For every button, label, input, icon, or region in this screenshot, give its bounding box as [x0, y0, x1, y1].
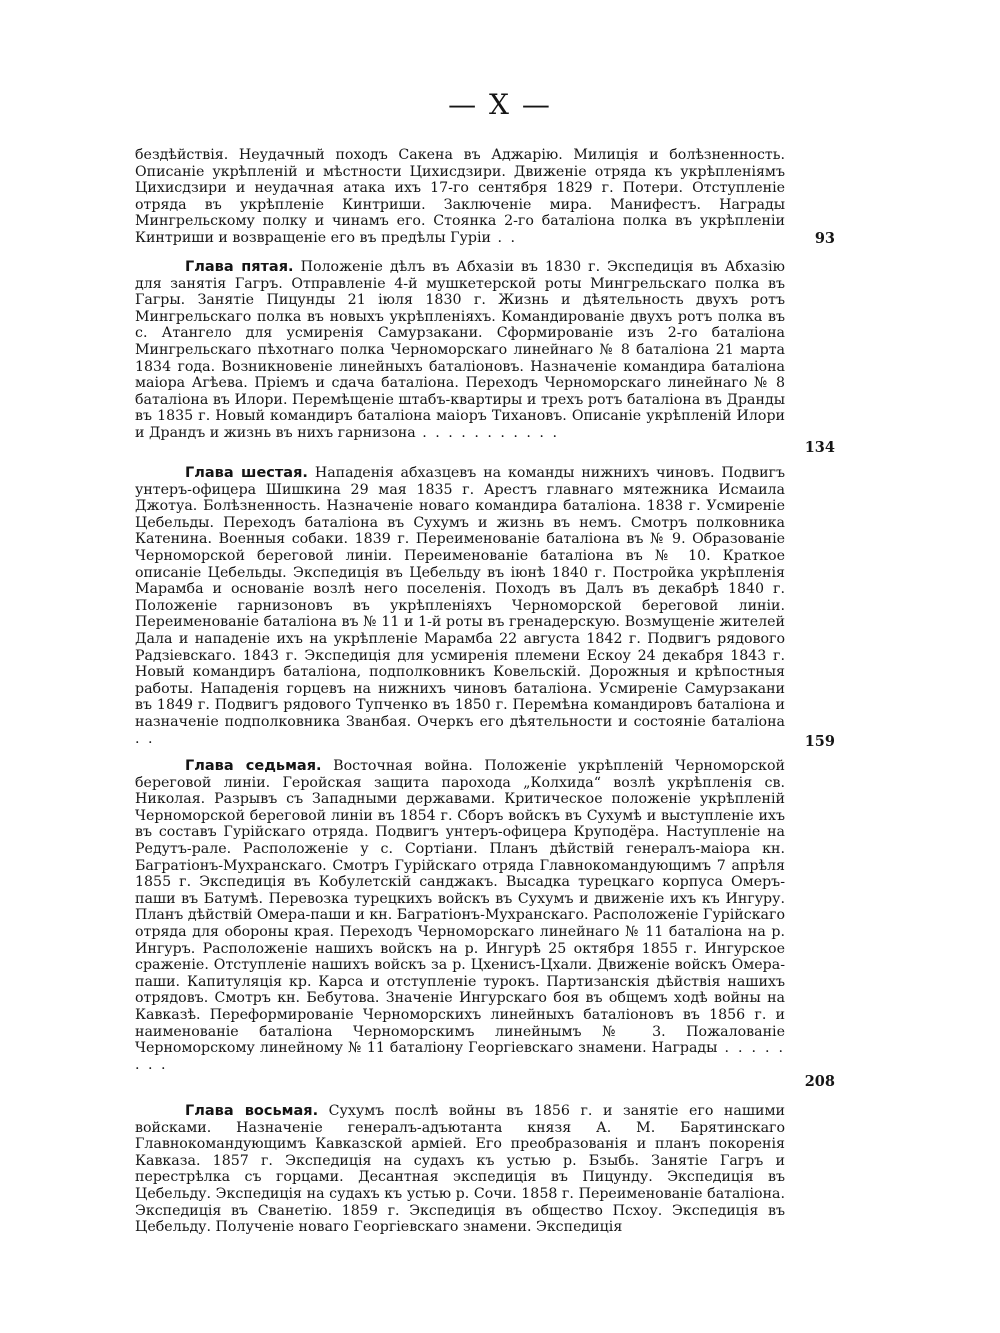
toc-dot-leaders: . . — [490, 229, 517, 246]
toc-entry-continuation — [135, 147, 785, 247]
page-header-roman-numeral: — X — — [448, 88, 552, 121]
toc-entry-body: Положеніе дѣлъ въ Абхазіи въ 1830 г. Экспедиція въ Абхазію для занятія Гагръ. Отправленіе 4-й мушкетерской роты Мингрельскаго полка въ Гагры. Занятіе Пицунды 21 іюля 1830 г. Жизнь и дѣятельность двухъ ротъ Мингрельскаго полка въ новыхъ укрѣпленіяхъ. Командированіе двухъ ротъ полка въ с. Атангело для усмиренія Самурзакани. Сформированіе изъ 2-го баталіона Мингрельскаго пѣхотнаго полка Черноморскаго линейнаго № 8 баталіона 21 марта 1834 года. Возникновеніе линейныхъ баталіоновъ. Назначеніе командира баталіона маіора Агѣева. Пріемъ и сдача баталіона. Переходъ Черноморскаго линейнаго № 8 баталіона въ Илори. Перемѣщеніе штабъ-квартиры и трехъ ротъ баталіона въ Дранды въ 1835 г. Новый командиръ баталіона маіоръ Тихановъ. Описаніе укрѣпленій Илори и Драндъ и жизнь въ нихъ гарнизона — [135, 259, 785, 441]
toc-entry-chapter-7 — [135, 758, 785, 1073]
toc-entry-body: Восточная война. Положеніе укрѣпленій Черноморской береговой линіи. Геройская защита парохода „Колхида“ возлѣ укрѣпленія св. Николая. Разрывъ съ Западными державами. Критическое положеніе укрѣпленій Черноморской береговой линіи въ 1854 г. Сборъ войскъ въ Сухумѣ и выступленіе ихъ въ составъ Гурійскаго отряда. Подвигъ унтеръ-офицера Круподёра. Наступленіе на Редутъ-рале. Расположеніе у с. Сортіани. Планъ дѣйствій генералъ-маіора кн. Багратіонъ-Мухранскаго. Смотръ Гурійскаго отряда Главнокомандующимъ 7 апрѣля 1855 г. Экспедиція въ Кобулетскій санджакъ. Высадка турецкаго корпуса Омеръ-паши въ Батумѣ. Перевозка турецкихъ войскъ въ Сухумъ и движеніе ихъ къ Ингуру. Планъ дѣйствій Омера-паши и кн. Багратіонъ-Мухранскаго. Расположеніе Гурійскаго отряда для обороны края. Переходъ Черноморскаго линейнаго № 11 баталіона на р. Ингуръ. Расположеніе нашихъ войскъ на р. Ингурѣ 25 октября 1855 г. Ингурское сраженіе. Отступленіе нашихъ войскъ за р. Цхенисъ-Цхали. Движеніе войскъ Омера-паши. Капитуляція кр. Карса и отступленіе турокъ. Партизанскія дѣйствія нашихъ отрядовъ. Смотръ кн. Бебутова. Значеніе Ингурскаго боя въ общемъ ходѣ войны на Кавказѣ. Переформированіе Черноморскихъ линейныхъ баталіоновъ въ 1856 г. и наименованіе баталіона Черноморскимъ линейнымъ № 3. Пожалованіе Черноморскому линейному № 11 баталіону Георгіевскаго знамени. Награды — [135, 758, 786, 1057]
toc-entry-text — [135, 1103, 785, 1236]
toc-entry-text — [135, 758, 785, 1073]
chapter-heading: Глава пятая. — [185, 259, 294, 275]
chapter-heading: Глава восьмая. — [185, 1103, 319, 1119]
toc-dot-leaders: . . . . . . . . . . . — [415, 424, 559, 441]
toc-entry-body: Сухумъ послѣ войны въ 1856 г. и занятіе его нашими войсками. Назначеніе генералъ-адъютанта князя А. М. Барятинскаго Главнокомандующимъ Кавказской арміей. Его преобразованія и планъ покоренія Кавказа. 1857 г. Экспедиція на судахъ къ устью р. Бзыбь. Занятіе Гагръ и перестрѣлка съ горцами. Десантная экспедиція въ Пицунду. Экспедиція въ Цебельду. Экспедиція на судахъ къ устью р. Сочи. 1858 г. Переименованіе баталіона. Экспедиція въ Сванетію. 1859 г. Экспедиція въ общество Псхоу. Экспедиція въ Цебельду. Полученіе новаго Георгіевскаго знамени. Экспедиція — [135, 1103, 785, 1236]
chapter-heading: Глава седьмая. — [185, 758, 322, 774]
toc-entry-text — [135, 259, 785, 442]
toc-page-number: 134 — [804, 439, 835, 456]
toc-entry-chapter-6 — [135, 465, 785, 747]
toc-dot-leaders: . . . . . . . . — [135, 1040, 785, 1073]
toc-page-number: 93 — [814, 230, 835, 247]
toc-entry-text — [135, 147, 785, 247]
toc-entry-body: бездѣйствія. Неудачный походъ Сакена въ Аджарію. Милиція и болѣзненность. Описаніе укрѣпленій и мѣстности Цихисдзири. Движеніе отряда къ укрѣпленіямъ Цихисдзири и неудачная атака ихъ 17-го сентября 1829 г. Потери. Отступленіе отряда въ укрѣпленіе Кинтриши. Заключеніе мира. Манифестъ. Награды Мингрельскому полку и чинамъ его. Стоянка 2-го баталіона полка въ укрѣпленіи Кинтриши и возвращеніе его въ предѣлы Гуріи — [135, 147, 785, 246]
chapter-heading: Глава шестая. — [185, 465, 308, 481]
toc-dot-leaders: . . — [135, 730, 155, 747]
toc-entry-body: Нападенія абхазцевъ на команды нижнихъ чиновъ. Подвигъ унтеръ-офицера Шишкина 29 мая 1835 г. Арестъ главнаго мятежника Исмаила Джотуа. Болѣзненность. Назначеніе новаго командира баталіона. 1838 г. Усмиреніе Цебельды. Переходъ баталіона въ Сухумъ и жизнь въ немъ. Смотръ полковника Катенина. Военныя собаки. 1839 г. Переименованіе баталіона въ № 9. Образованіе Черноморской береговой линіи. Переименованіе баталіона въ № 10. Краткое описаніе Цебельды. Экспедиція въ Цебельду въ іюнѣ 1840 г. Постройка укрѣпленія Марамба и основаніе возлѣ него поселенія. Походъ въ Далъ въ декабрѣ 1840 г. Положеніе гарнизоновъ въ укрѣпленіяхъ Черноморской береговой линіи. Переименованіе баталіона въ № 11 и 1-й роты въ гренадерскую. Возмущеніе жителей Дала и нападеніе ихъ на укрѣпленіе Марамба 22 августа 1842 г. Подвигъ рядового Радзіевскаго. 1843 г. Экспедиція для усмиренія племени Ескоу 24 декабря 1843 г. Новый командиръ баталіона, подполковникъ Ковельскій. Дорожныя и крѣпостныя работы. Нападенія горцевъ на нижнихъ чиновъ баталіона. Усмиреніе Самурзакани въ 1849 г. Подвигъ рядового Тупченко въ 1850 г. Перемѣна командировъ баталіона и назначеніе подполковника Званбая. Очеркъ его дѣятельности и состояніе баталіона — [135, 465, 785, 730]
toc-entry-chapter-5 — [135, 259, 785, 442]
toc-page-number: 159 — [804, 733, 835, 750]
toc-page-number: 208 — [804, 1073, 835, 1090]
toc-entry-text — [135, 465, 785, 747]
toc-entry-chapter-8 — [135, 1103, 785, 1236]
